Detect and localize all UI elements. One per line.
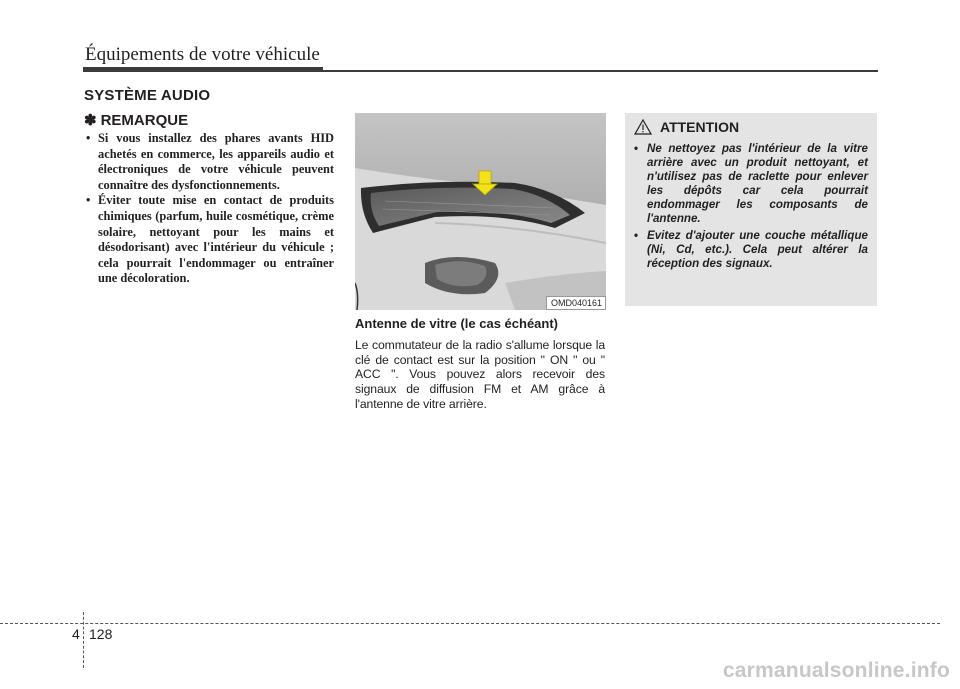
antenna-body-text: Le commutateur de la radio s'allume lorsque la clé de contact est sur la position " ON " ou " ACC ". Vous pouvez alors recevoir des signaux de diffusion FM et AM grâce à l'antenne de vitre arrière. bbox=[355, 338, 605, 411]
footer-dashed-rule bbox=[0, 623, 940, 624]
remarque-heading-label: REMARQUE bbox=[100, 112, 189, 129]
rear-window-antenna-photo bbox=[355, 113, 606, 310]
warning-icon bbox=[634, 119, 652, 135]
page-header-title: Équipements de votre véhicule bbox=[85, 44, 320, 65]
section-title: SYSTÈME AUDIO bbox=[84, 87, 211, 104]
asterisk-icon: ✽ bbox=[84, 112, 97, 129]
watermark-text: carmanualsonline.info bbox=[722, 659, 950, 682]
header-rule-thin bbox=[323, 70, 878, 72]
remarque-item: • Éviter toute mise en contact de produits chimiques (parfum, huile cosmétique, crème solaire, nettoyant pour les mains et désodorisant) avec l'intérieur du véhicule ; cela pourrait l'endommager ou entraîner une décoloration. bbox=[84, 193, 334, 287]
attention-item: • Evitez d'ajouter une couche métallique (Ni, Cd, etc.). Cela peut altérer la réception des signaux. bbox=[634, 229, 868, 271]
remarque-heading bbox=[84, 111, 188, 129]
car-rear-illustration bbox=[355, 113, 606, 310]
figure-code: OMD040161 bbox=[546, 296, 606, 310]
attention-heading-label: ATTENTION bbox=[660, 119, 740, 135]
remarque-list bbox=[84, 131, 334, 287]
remarque-item: • Si vous installez des phares avants HID achetés en commerce, les appareils audio et électroniques de votre véhicule peuvent connaître des dysfonctionnements. bbox=[84, 131, 334, 193]
antenna-subtitle: Antenne de vitre (le cas échéant) bbox=[355, 316, 559, 331]
page-number: 128 bbox=[89, 626, 113, 642]
header-rule-thick bbox=[83, 67, 323, 72]
attention-list bbox=[634, 142, 868, 271]
attention-item: • Ne nettoyez pas l'intérieur de la vitre arrière avec un produit nettoyant, et n'utilisez pas de raclette pour enlever les dépôts car cela pourrait endommager les composants de l'antenne. bbox=[634, 142, 868, 226]
chapter-number: 4 bbox=[72, 626, 80, 642]
footer-dashed-divider bbox=[83, 612, 84, 668]
attention-heading bbox=[634, 119, 739, 135]
